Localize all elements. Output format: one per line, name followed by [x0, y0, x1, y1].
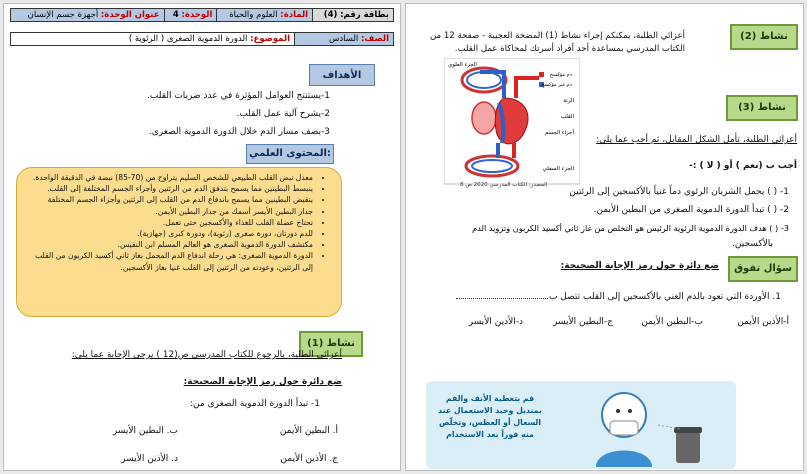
diagram-label-lung: الرئة — [563, 98, 574, 104]
challenge-question-text: 1. الأوردة التي تعود بالدم الغني بالأكسجين إلى القلب تتصل ب. — [546, 292, 781, 302]
science-item: • جدار البطين الأيسر أسمك من جدار البطين الأيمن. — [23, 206, 313, 217]
challenge-option-d[interactable]: د-الأذين الأيسر — [468, 317, 523, 327]
scientific-content-badge: المحتوى العلمي: — [246, 144, 334, 164]
activity-1-question: 1- تبدأ الدورة الدموية الصغرى من: — [190, 399, 320, 409]
diagram-source: المصدر: الكتاب المدرسي 2020 ص 8 — [460, 182, 548, 188]
science-item: • ينبسط البطينين مما يسمح بتدفق الدم من الرئتين وأجزاء الجسم المختلفة إلى القلب. — [23, 183, 313, 194]
challenge-option-a[interactable]: أ-الأذين الأيمن — [737, 317, 789, 327]
activity-3-badge: نشاط (3) — [726, 95, 798, 121]
challenge-question — [456, 290, 781, 303]
card-number-cell: بطاقة رقم: (4) — [313, 9, 394, 22]
sneeze-illustration-icon — [576, 385, 726, 467]
objectives-badge: الأهداف — [309, 64, 375, 86]
activity-3-item-2[interactable]: 2- ( ) تبدأ الدورة الدموية الصغرى من البطين الأيمن. — [593, 205, 789, 215]
activity-1-option-b[interactable]: ب. البطين الأيسر — [112, 426, 178, 436]
activity-1-option-c[interactable]: ج. الأذين الأيمن — [280, 454, 338, 464]
diagram-label-upper-body: الجزء العلوي — [448, 62, 477, 68]
diagram-label-oxygenated: دم مؤكسج — [549, 72, 572, 78]
activities-page — [405, 3, 804, 471]
challenge-option-c[interactable]: ج-البطين الأيسر — [553, 317, 613, 327]
grade-cell: الصف: السادس — [295, 33, 394, 46]
topic-cell: الموضوع: الدورة الدموية الصغرى ( الرئوية ) — [11, 33, 295, 46]
activity-1-subheading: ضع دائرة حول رمز الإجابة الصحيحة: — [183, 377, 342, 387]
hygiene-notice — [426, 381, 736, 469]
diagram-label-lower-body: الجزء السفلي — [542, 166, 574, 172]
challenge-badge: سؤال تفوق — [728, 256, 798, 282]
activity-1-option-d[interactable]: د. الأذين الأيسر — [121, 454, 178, 464]
card-header-table — [10, 8, 394, 22]
activity-2-badge: نشاط (2) — [730, 24, 798, 50]
unit-cell: الوحدة: 4 — [164, 9, 217, 22]
lung-icon — [472, 102, 496, 134]
objective-1: 1-يستنتج العوامل المؤثرة في عدد ضربات القلب. — [147, 91, 330, 101]
diagram-label-body-parts: أجزاء الجسم — [544, 130, 574, 136]
objective-3: 3-يصف مسار الدم خلال الدورة الدموية الصغرى. — [148, 127, 330, 137]
objective-2: 2-يشرح آلية عمل القلب. — [236, 109, 330, 119]
subject-cell: المادة: العلوم والحياة — [217, 9, 313, 22]
diagram-label-deoxygenated: دم غير مؤكسج — [541, 82, 572, 88]
diagram-label-heart: القلب — [560, 114, 574, 120]
activity-3-item-3-cont: بالأكسجين. — [732, 239, 773, 249]
science-item: • للدم دورتان، دورة صغرى (رئوية)، ودورة كبرى (جهازية). — [23, 228, 313, 239]
science-item: • الدورة الدموية الصغرى: هي رحلة اندفاع الدم المحمل بغاز ثاني أكسيد الكربون من القلب إلى الرئتين، وعودته من الرئتين إلى القلب غنيا بغاز الأكسجين. — [23, 250, 313, 272]
activity-3-item-3[interactable]: 3- ( ) هدف الدورة الدموية الرئوية الرئيس هو التخلص من غاز ثاني أكسيد الكربون وتزويد الدم — [472, 223, 789, 233]
answer-blank[interactable] — [456, 290, 546, 299]
challenge-option-b[interactable]: ب-البطين الأيمن — [641, 317, 703, 327]
challenge-subheading: ضع دائرة حول رمز الإجابة الصحيحة: — [560, 261, 719, 271]
activity-1-badge: نشاط (1) — [299, 331, 363, 357]
science-item: • تحتاج عضلة القلب للغذاء والأكسجين حتى تعمل. — [23, 217, 313, 228]
activity-3-prompt: أجب ب (نعم ) أو ( لا ) :- — [689, 161, 797, 171]
activity-3-item-1[interactable]: 1- ( ) يحمل الشريان الرئوي دماً غنياً بالأكسجين إلى الرئتين — [569, 187, 789, 197]
activity-1-instruction: أعزائي الطلبة، بالرجوع للكتاب المدرسي ص(12 ) يرجى الإجابة عما يلي: — [71, 350, 342, 360]
activity-2-text: أعزائي الطلبة، يمكنكم إجراء نشاط (1) المضخة العجيبة - صفحة 12 من الكتاب المدرسي بمساعدة أحد أفراد أسرتك لمحاكاة عمل القلب. — [429, 31, 685, 54]
unit-title-cell: عنوان الوحدة: أجهزة جسم الإنسان — [11, 9, 165, 22]
scientific-content-box — [16, 167, 342, 317]
science-item: • معدل نبض القلب الطبيعي للشخص السليم يتراوح من (70-85) نبضة في الدقيقة الواحدة. — [23, 172, 313, 183]
activity-3-instruction: أعزائي الطلبة، تأمل الشكل المقابل، ثم أجب عما يلي: — [596, 135, 797, 145]
card-topic-table — [10, 32, 394, 46]
activity-1-option-a[interactable]: أ. البطين الأيمن — [279, 426, 338, 436]
hygiene-text: قم بتغطية الأنف والفم بمنديل وحيد الاستعمال عند السعال أو العطس، وتخلّص منه فوراً بعد الاستخدام — [438, 394, 542, 439]
lesson-card-page — [3, 3, 401, 471]
science-item: • ينقبض البطينين مما يسمح باندفاع الدم من القلب إلى الرئتين وأجزاء الجسم المختلفة — [23, 194, 313, 205]
scientific-content-list — [23, 172, 327, 273]
circulation-diagram — [444, 58, 580, 188]
science-item: • مكتشف الدورة الدموية الصغرى هو العالم المسلم ابن النفيس. — [23, 239, 313, 250]
